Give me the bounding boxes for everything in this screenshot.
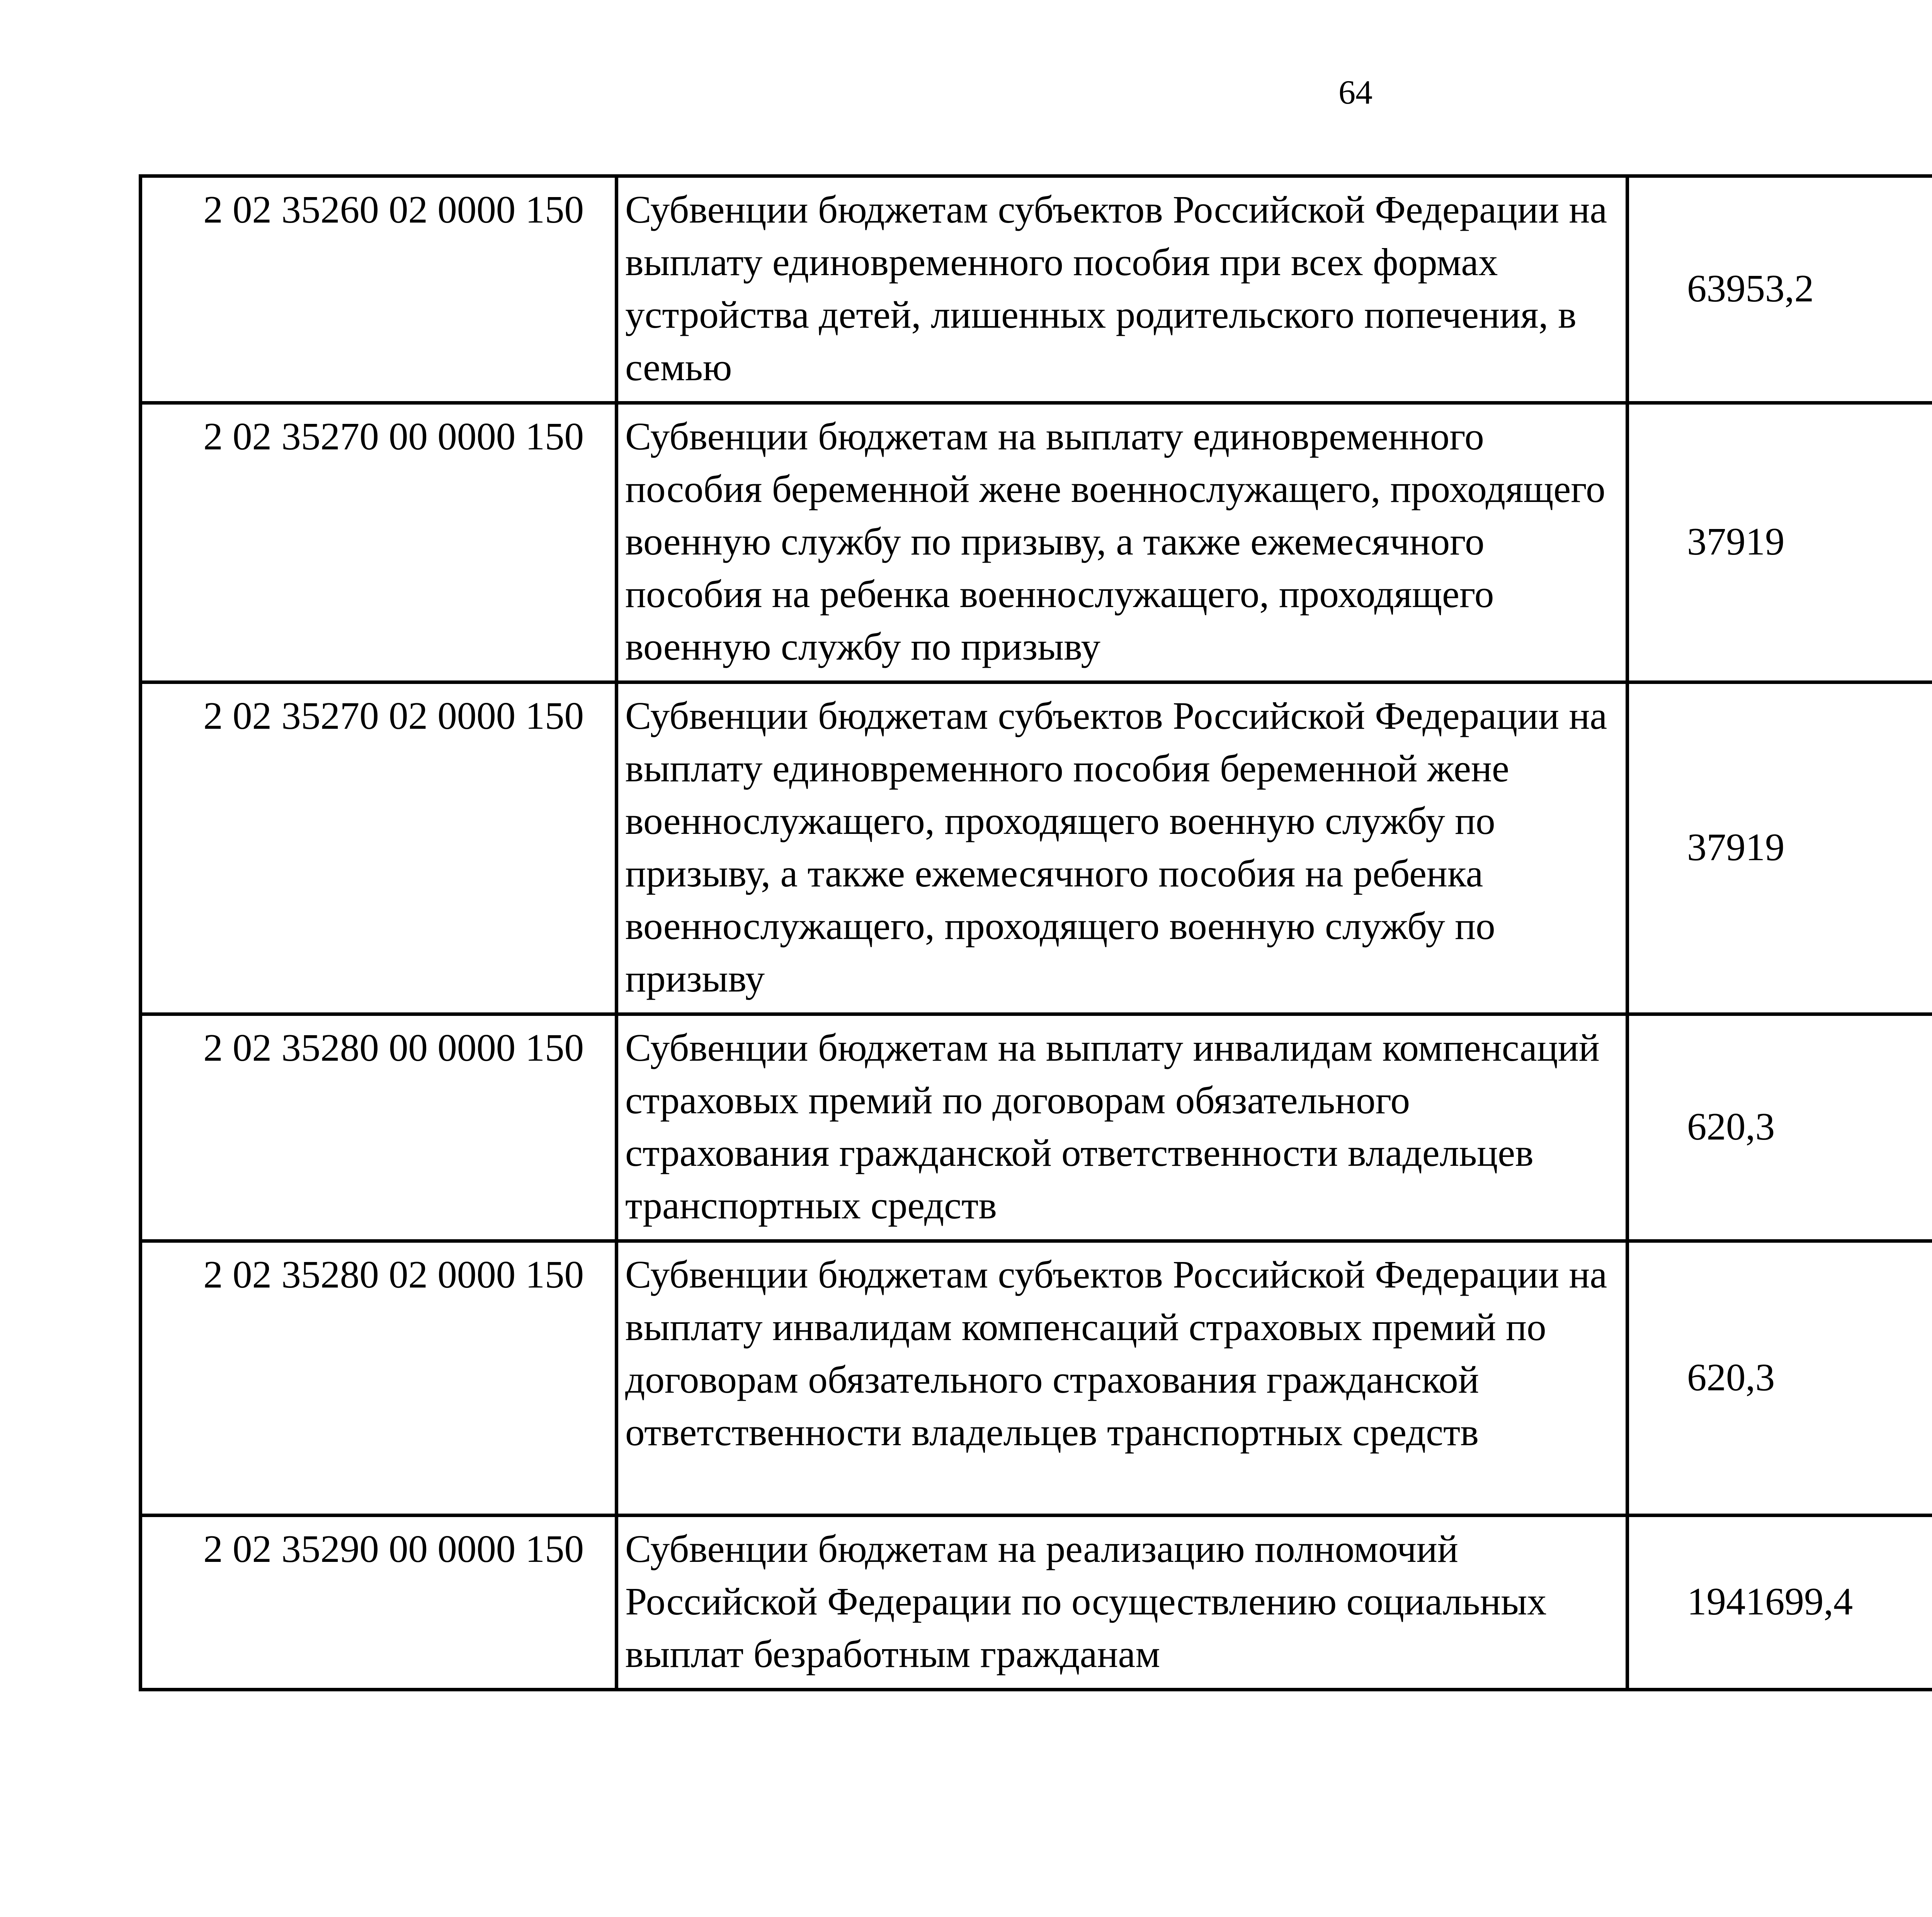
amount-year-1-cell: 620,3 <box>1628 1241 1932 1516</box>
budget-code-cell: 2 02 35270 02 0000 150 <box>141 682 617 1014</box>
table-row <box>141 403 1932 682</box>
table-row <box>141 1516 1932 1690</box>
description-cell: Субвенции бюджетам на реализацию полномочий Российской Федерации по осуществлению социальных выплат безработным гражданам <box>617 1516 1628 1690</box>
amount-year-1-cell: 63953,2 <box>1628 176 1932 403</box>
table-row <box>141 1241 1932 1516</box>
amount-year-1-cell: 1941699,4 <box>1628 1516 1932 1690</box>
budget-code-cell: 2 02 35270 00 0000 150 <box>141 403 617 682</box>
budget-table <box>139 174 1932 1691</box>
amount-year-1-cell: 37919 <box>1628 403 1932 682</box>
description-cell: Субвенции бюджетам субъектов Российской Федерации на выплату инвалидам компенсаций страховых премий по договорам обязательного страхования гражданской ответственности владельцев транспортных средств <box>617 1241 1628 1516</box>
table-row <box>141 682 1932 1014</box>
budget-code-cell: 2 02 35260 02 0000 150 <box>141 176 617 403</box>
budget-code-cell: 2 02 35280 02 0000 150 <box>141 1241 617 1516</box>
table-row <box>141 1014 1932 1241</box>
amount-year-1-cell: 37919 <box>1628 682 1932 1014</box>
budget-code-cell: 2 02 35290 00 0000 150 <box>141 1516 617 1690</box>
description-cell: Субвенции бюджетам на выплату единовременного пособия беременной жене военнослужащего, проходящего военную службу по призыву, а также ежемесячного пособия на ребенка военнослужащего, проходящего военную службу по призыву <box>617 403 1628 682</box>
description-cell: Субвенции бюджетам субъектов Российской Федерации на выплату единовременного пособия при всех формах устройства детей, лишенных родительского попечения, в семью <box>617 176 1628 403</box>
description-cell: Субвенции бюджетам на выплату инвалидам компенсаций страховых премий по договорам обязательного страхования гражданской ответственности владельцев транспортных средств <box>617 1014 1628 1241</box>
description-cell: Субвенции бюджетам субъектов Российской Федерации на выплату единовременного пособия беременной жене военнослужащего, проходящего военную службу по призыву, а также ежемесячного пособия на ребенка военнослужащего, проходящего военную службу по призыву <box>617 682 1628 1014</box>
page-number: 64 <box>1338 74 1372 111</box>
amount-year-1-cell: 620,3 <box>1628 1014 1932 1241</box>
budget-code-cell: 2 02 35280 00 0000 150 <box>141 1014 617 1241</box>
table-row <box>141 176 1932 403</box>
